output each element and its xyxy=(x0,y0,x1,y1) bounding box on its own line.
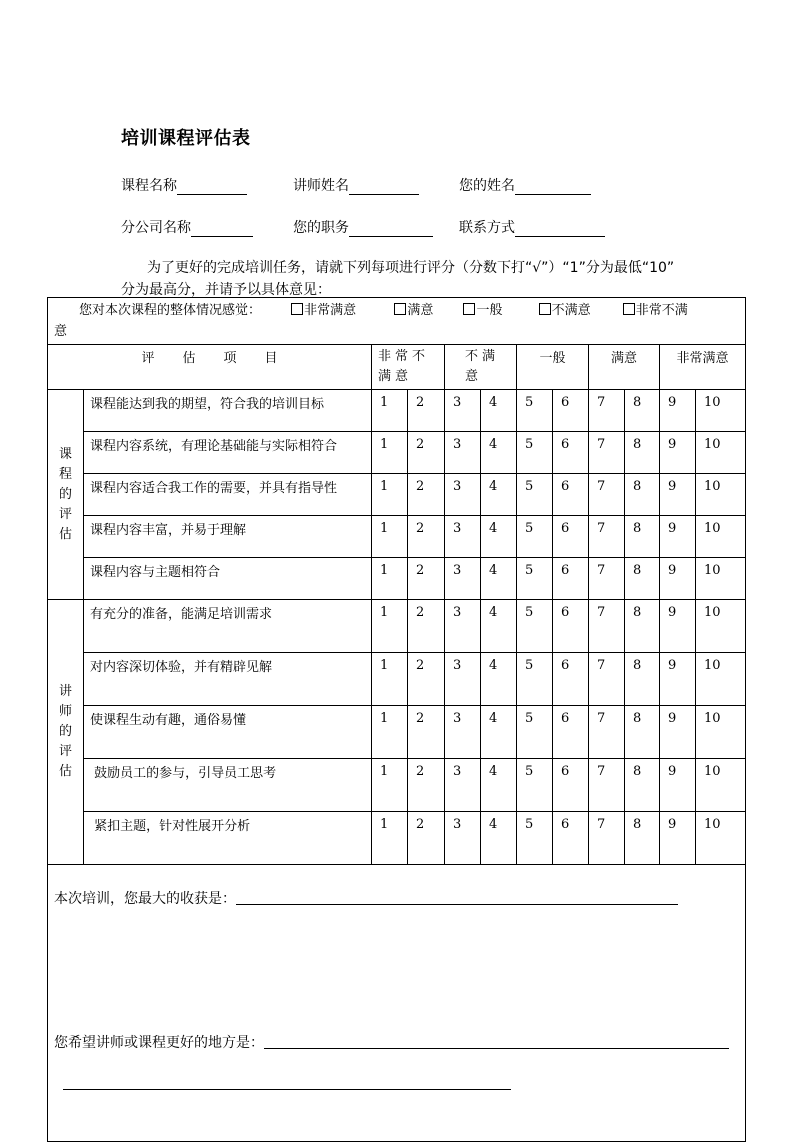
page-title: 培训课程评估表 xyxy=(121,128,251,149)
table-row xyxy=(48,390,746,432)
your-name-field[interactable] xyxy=(459,175,591,195)
score-cell[interactable]: 6 xyxy=(553,812,589,865)
score-cell[interactable]: 6 xyxy=(553,432,589,474)
score-cell[interactable]: 2 xyxy=(408,653,445,706)
score-cell[interactable]: 7 xyxy=(589,706,625,759)
section-label-char: 讲 xyxy=(58,684,72,699)
evaluation-item: 有充分的准备，能满足培训需求 xyxy=(84,600,372,653)
score-cell[interactable]: 4 xyxy=(481,390,517,432)
score-cell[interactable]: 3 xyxy=(445,390,481,432)
score-cell[interactable]: 1 xyxy=(372,516,408,558)
score-cell[interactable]: 4 xyxy=(481,474,517,516)
score-cell[interactable]: 5 xyxy=(517,706,553,759)
score-cell[interactable]: 2 xyxy=(408,759,445,812)
evaluation-item: 课程能达到我的期望，符合我的培训目标 xyxy=(84,390,372,432)
score-cell[interactable]: 7 xyxy=(589,600,625,653)
evaluation-item: 课程内容丰富，并易于理解 xyxy=(84,516,372,558)
comments-area xyxy=(48,865,746,1142)
table-row xyxy=(48,474,746,516)
score-cell[interactable]: 6 xyxy=(553,759,589,812)
evaluation-item: 对内容深切体验，并有精辟见解 xyxy=(84,653,372,706)
score-cell[interactable]: 8 xyxy=(625,516,660,558)
score-cell[interactable]: 5 xyxy=(517,390,553,432)
overall-question: 您对本次课程的整体情况感觉： xyxy=(79,303,262,318)
score-cell[interactable]: 10 xyxy=(696,432,746,474)
intro-line-1: 为了更好的完成培训任务，请就下列每项进行评分（分数下打“√”）“1”分为最低“10” xyxy=(147,260,675,276)
evaluation-item: 课程内容适合我工作的需要，并具有指导性 xyxy=(84,474,372,516)
score-cell[interactable]: 6 xyxy=(553,390,589,432)
score-cell[interactable]: 3 xyxy=(445,432,481,474)
checkbox[interactable] xyxy=(539,303,551,315)
checkbox[interactable] xyxy=(463,303,475,315)
your-name-label: 您的姓名 xyxy=(459,178,515,194)
score-cell[interactable]: 6 xyxy=(553,474,589,516)
score-cell[interactable]: 10 xyxy=(696,390,746,432)
branch-name-label: 分公司名称 xyxy=(121,220,191,236)
score-cell[interactable]: 5 xyxy=(517,653,553,706)
section-label xyxy=(48,600,84,865)
score-cell[interactable]: 6 xyxy=(553,516,589,558)
score-cell[interactable]: 2 xyxy=(408,706,445,759)
score-cell[interactable]: 2 xyxy=(408,390,445,432)
evaluation-item: 紧扣主题，针对性展开分析 xyxy=(84,812,372,865)
score-cell[interactable]: 1 xyxy=(372,600,408,653)
score-cell[interactable]: 1 xyxy=(372,759,408,812)
contact-blank[interactable] xyxy=(515,222,605,237)
contact-field[interactable] xyxy=(459,217,605,237)
header-very-unsatisfied: 非常不满意 xyxy=(372,345,445,390)
score-cell[interactable]: 10 xyxy=(696,558,746,600)
lecturer-name-blank[interactable] xyxy=(349,180,419,195)
lecturer-name-label: 讲师姓名 xyxy=(293,178,349,194)
score-cell[interactable]: 5 xyxy=(517,432,553,474)
score-cell[interactable]: 9 xyxy=(660,812,696,865)
position-field[interactable] xyxy=(293,217,433,237)
table-row xyxy=(48,812,746,865)
section-label xyxy=(48,390,84,600)
score-cell[interactable]: 4 xyxy=(481,516,517,558)
score-cell[interactable]: 9 xyxy=(660,474,696,516)
table-row xyxy=(48,558,746,600)
branch-name-field[interactable] xyxy=(121,217,253,237)
checkbox[interactable] xyxy=(394,303,406,315)
score-cell[interactable]: 1 xyxy=(372,706,408,759)
score-cell[interactable]: 10 xyxy=(696,600,746,653)
score-cell[interactable]: 2 xyxy=(408,474,445,516)
score-cell[interactable]: 7 xyxy=(589,474,625,516)
score-cell[interactable]: 3 xyxy=(445,474,481,516)
score-cell[interactable]: 6 xyxy=(553,706,589,759)
score-cell[interactable]: 4 xyxy=(481,759,517,812)
score-cell[interactable]: 7 xyxy=(589,558,625,600)
option-very-unsatisfied[interactable]: 非常不满 xyxy=(623,300,688,321)
table-row xyxy=(48,759,746,812)
score-cell[interactable]: 7 xyxy=(589,759,625,812)
score-cell[interactable]: 1 xyxy=(372,812,408,865)
option-satisfied[interactable]: 满意 xyxy=(394,300,433,321)
improve-question: 您希望讲师或课程更好的地方是： xyxy=(54,1035,264,1051)
header-eval-item: 评估项目 xyxy=(48,345,372,390)
score-cell[interactable]: 8 xyxy=(625,759,660,812)
score-cell[interactable]: 4 xyxy=(481,432,517,474)
course-name-blank[interactable] xyxy=(177,180,247,195)
table-row xyxy=(48,432,746,474)
score-cell[interactable]: 10 xyxy=(696,474,746,516)
section-label-char: 师 xyxy=(58,704,72,719)
score-cell[interactable]: 3 xyxy=(445,812,481,865)
score-cell[interactable]: 7 xyxy=(589,516,625,558)
option-average[interactable]: 一般 xyxy=(463,300,502,321)
score-cell[interactable]: 5 xyxy=(517,558,553,600)
course-name-label: 课程名称 xyxy=(121,178,177,194)
option-very-satisfied[interactable]: 非常满意 xyxy=(291,300,356,321)
header-average: 一般 xyxy=(517,345,589,390)
score-cell[interactable]: 9 xyxy=(660,759,696,812)
score-cell[interactable]: 1 xyxy=(372,432,408,474)
score-cell[interactable]: 8 xyxy=(625,432,660,474)
score-cell[interactable]: 2 xyxy=(408,600,445,653)
evaluation-item: 使课程生动有趣，通俗易懂 xyxy=(84,706,372,759)
score-cell[interactable]: 4 xyxy=(481,812,517,865)
evaluation-item: 课程内容与主题相符合 xyxy=(84,558,372,600)
branch-name-blank[interactable] xyxy=(191,222,253,237)
table-row xyxy=(48,516,746,558)
score-cell[interactable]: 6 xyxy=(553,558,589,600)
score-cell[interactable]: 9 xyxy=(660,432,696,474)
score-cell[interactable]: 7 xyxy=(589,653,625,706)
section-label-char: 估 xyxy=(58,526,72,542)
score-cell[interactable]: 5 xyxy=(517,812,553,865)
score-cell[interactable]: 1 xyxy=(372,653,408,706)
score-cell[interactable]: 2 xyxy=(408,558,445,600)
position-label: 您的职务 xyxy=(293,220,349,236)
contact-label: 联系方式 xyxy=(459,220,515,236)
score-cell[interactable]: 4 xyxy=(481,706,517,759)
score-cell[interactable]: 10 xyxy=(696,812,746,865)
section-label-char: 的 xyxy=(58,486,72,502)
checkbox[interactable] xyxy=(291,303,303,315)
score-cell[interactable]: 7 xyxy=(589,432,625,474)
section-label-char: 程 xyxy=(58,466,72,482)
score-cell[interactable]: 1 xyxy=(372,558,408,600)
score-cell[interactable]: 9 xyxy=(660,600,696,653)
evaluation-item: 鼓励员工的参与，引导员工思考 xyxy=(84,759,372,812)
evaluation-table xyxy=(47,297,746,1142)
score-cell[interactable]: 3 xyxy=(445,706,481,759)
score-cell[interactable]: 5 xyxy=(517,759,553,812)
score-cell[interactable]: 4 xyxy=(481,600,517,653)
score-cell[interactable]: 8 xyxy=(625,474,660,516)
section-label-char: 估 xyxy=(58,764,72,779)
score-cell[interactable]: 10 xyxy=(696,653,746,706)
score-cell[interactable]: 2 xyxy=(408,812,445,865)
score-cell[interactable]: 1 xyxy=(372,390,408,432)
score-cell[interactable]: 2 xyxy=(408,432,445,474)
score-cell[interactable]: 3 xyxy=(445,516,481,558)
score-cell[interactable]: 9 xyxy=(660,516,696,558)
score-cell[interactable]: 9 xyxy=(660,390,696,432)
improve-answer-line-2[interactable] xyxy=(63,1089,511,1090)
course-name-field[interactable] xyxy=(121,175,247,195)
score-cell[interactable]: 9 xyxy=(660,706,696,759)
your-name-blank[interactable] xyxy=(515,180,591,195)
score-cell[interactable]: 5 xyxy=(517,516,553,558)
score-cell[interactable]: 8 xyxy=(625,812,660,865)
score-cell[interactable]: 5 xyxy=(517,600,553,653)
intro-line-2: 分为最高分，并请予以具体意见： xyxy=(121,282,331,298)
table-row xyxy=(48,706,746,759)
gain-question: 本次培训，您最大的收获是： xyxy=(54,891,236,907)
header-satisfied: 满意 xyxy=(589,345,660,390)
score-cell[interactable]: 1 xyxy=(372,474,408,516)
score-cell[interactable]: 3 xyxy=(445,600,481,653)
score-cell[interactable]: 5 xyxy=(517,474,553,516)
score-cell[interactable]: 9 xyxy=(660,653,696,706)
position-blank[interactable] xyxy=(349,222,433,237)
score-cell[interactable]: 3 xyxy=(445,653,481,706)
score-cell[interactable]: 3 xyxy=(445,759,481,812)
score-cell[interactable]: 2 xyxy=(408,516,445,558)
header-very-satisfied: 非常满意 xyxy=(660,345,746,390)
score-cell[interactable]: 8 xyxy=(625,706,660,759)
gain-answer-line[interactable] xyxy=(236,904,678,905)
score-cell[interactable]: 6 xyxy=(553,653,589,706)
score-cell[interactable]: 9 xyxy=(660,558,696,600)
score-cell[interactable]: 10 xyxy=(696,516,746,558)
score-cell[interactable]: 10 xyxy=(696,759,746,812)
overall-satisfaction-row xyxy=(48,298,746,345)
evaluation-item: 课程内容系统，有理论基础能与实际相符合 xyxy=(84,432,372,474)
table-row xyxy=(48,653,746,706)
checkbox[interactable] xyxy=(623,303,635,315)
section-label-char: 课 xyxy=(58,446,72,462)
score-cell[interactable]: 4 xyxy=(481,653,517,706)
improve-answer-line[interactable] xyxy=(264,1048,729,1049)
section-label-char: 评 xyxy=(58,506,72,522)
score-cell[interactable]: 4 xyxy=(481,558,517,600)
section-label-char: 评 xyxy=(58,744,72,759)
score-cell[interactable]: 7 xyxy=(589,390,625,432)
score-cell[interactable]: 8 xyxy=(625,600,660,653)
score-cell[interactable]: 8 xyxy=(625,558,660,600)
overall-wrap-text: 意 xyxy=(54,324,68,339)
score-cell[interactable]: 6 xyxy=(553,600,589,653)
score-cell[interactable]: 8 xyxy=(625,653,660,706)
score-cell[interactable]: 10 xyxy=(696,706,746,759)
score-cell[interactable]: 7 xyxy=(589,812,625,865)
score-cell[interactable]: 8 xyxy=(625,390,660,432)
lecturer-name-field[interactable] xyxy=(293,175,419,195)
table-row xyxy=(48,600,746,653)
score-cell[interactable]: 3 xyxy=(445,558,481,600)
header-unsatisfied: 不满意 xyxy=(445,345,517,390)
section-label-char: 的 xyxy=(58,724,72,739)
option-unsatisfied[interactable]: 不满意 xyxy=(539,300,591,321)
